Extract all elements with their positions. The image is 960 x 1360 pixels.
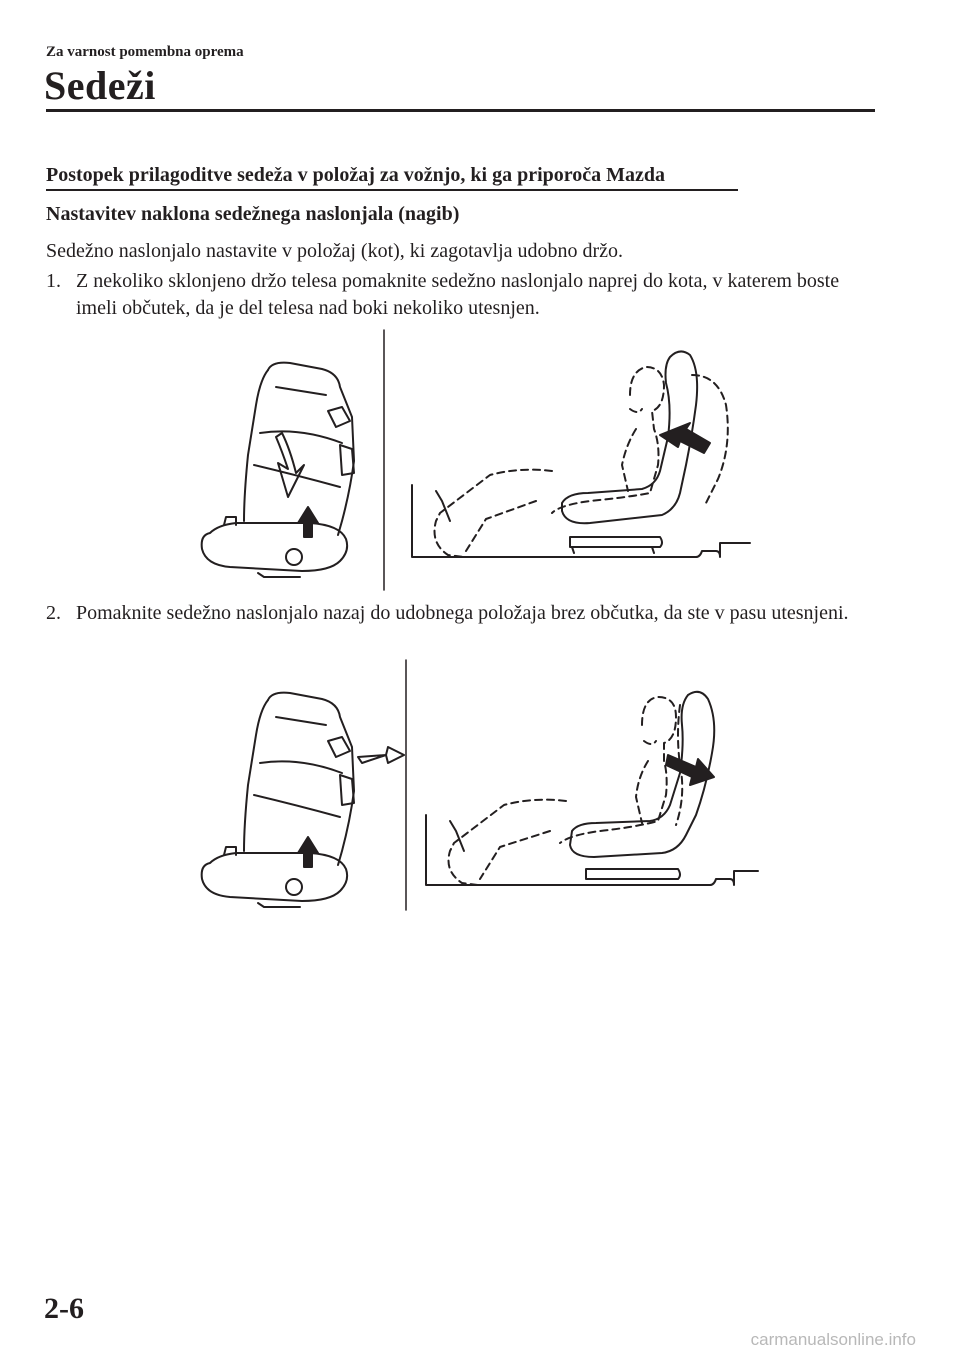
seat-illustration <box>202 693 354 907</box>
procedure-heading: Postopek prilagoditve sedeža v položaj za vožnjo, ki ga priporoča Mazda <box>46 164 666 186</box>
lever-arrow-icon <box>298 507 318 537</box>
forward-arrow-icon <box>660 423 710 453</box>
page-number: 2-6 <box>44 1292 84 1325</box>
chapter-label: Za varnost pomembna oprema <box>46 44 244 60</box>
step-2-number: 2. <box>46 602 61 624</box>
step-1-text: Z nekoliko sklonjeno držo telesa pomaknite sedežno naslonjalo naprej do kota, v katerem boste imeli občutek, da je del telesa nad boki nekoliko utesnjen. <box>76 270 840 319</box>
seat-illustration <box>202 363 354 577</box>
watermark: carmanualsonline.info <box>750 1330 916 1349</box>
figure-seatback-backward <box>190 655 770 915</box>
backward-arrow-icon <box>358 747 404 763</box>
procedure-heading-underline <box>46 189 738 191</box>
step-2-text: Pomaknite sedežno naslonjalo nazaj do udobnega položaja brez občutka, da ste v pasu utesnjeni. <box>76 602 849 624</box>
figure-seatback-forward <box>190 325 770 595</box>
seat-side-view <box>562 351 697 553</box>
occupant-outline <box>435 367 728 557</box>
intro-paragraph: Sedežno naslonjalo nastavite v položaj (kot), ki zagotavlja udobno držo. <box>46 240 624 262</box>
recline-heading: Nastavitev naklona sedežnega naslonjala (nagib) <box>46 203 460 225</box>
step-1-number: 1. <box>46 270 61 292</box>
recline-arrow-icon <box>276 433 304 497</box>
occupant-outline <box>449 697 683 885</box>
header-rule <box>46 109 875 112</box>
lever-arrow-icon <box>298 837 318 867</box>
section-title: Sedeži <box>44 63 156 108</box>
